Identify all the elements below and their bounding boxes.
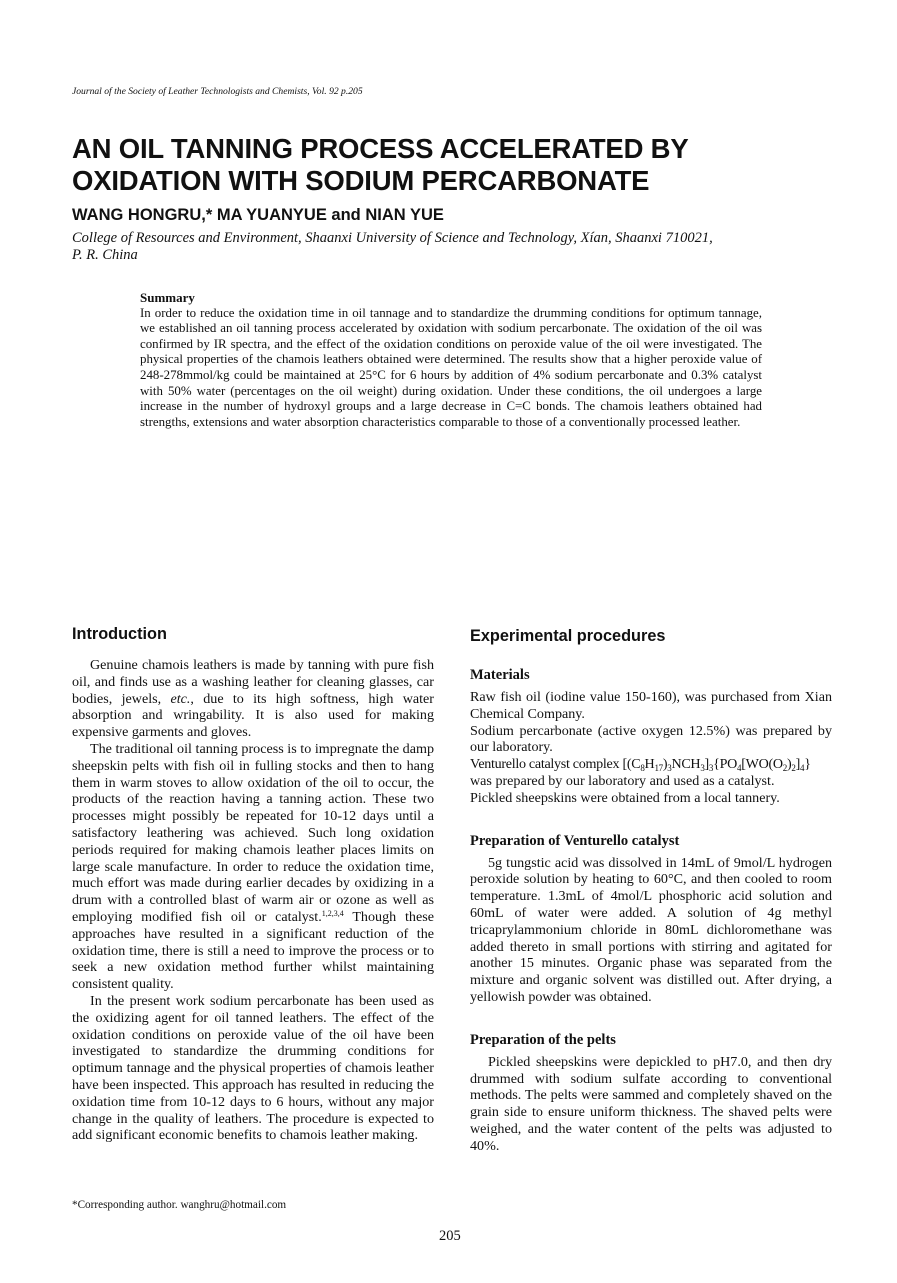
material-sodium-percarbonate: Sodium percarbonate (active oxygen 12.5%) was prepared by our laboratory. <box>470 722 832 756</box>
formula-part: ] <box>704 756 709 773</box>
intro-paragraph-2 <box>72 741 434 993</box>
summary-text: In order to reduce the oxidation time in oil tannage and to standardize the drumming conditions for optimum tannage, we established an oil tanning process accelerated by oxidation with sodium percarbonate. The oxidation of the oil was confirmed by IR spectra, and the effect of the oxidation conditions on peroxide value of the oil were investigated. The physical properties of the chamois leathers obtained were determined. The results show that a higher peroxide value of 248-278mmol/kg could be maintained at 25°C for 6 hours by addition of 4% sodium percarbonate and 0.3% catalyst with 50% water (percentages on the oil weight) during oxidation. Under these conditions, the oil undergoes a large increase in the number of hydroxyl groups and a large decrease in C=C bonds. The chamois leathers obtained had strengths, extensions and water absorption characteristics comparable to those of a conventionally processed leather. <box>140 305 762 429</box>
introduction-section <box>72 624 434 1144</box>
title-line-2: OXIDATION WITH SODIUM PERCARBONATE <box>72 165 650 196</box>
reference-citation[interactable]: 1,2,3,4 <box>321 908 344 918</box>
formula-subscript: 2 <box>782 763 787 774</box>
experimental-section <box>470 624 832 1155</box>
material-catalyst <box>470 756 832 773</box>
affiliation <box>72 230 792 264</box>
affiliation-line-1: College of Resources and Environment, Shaanxi University of Science and Technology, Xían, Shaanxi 710021, <box>72 230 713 246</box>
venturello-heading: Preparation of Venturello catalyst <box>470 832 680 849</box>
intro-p2-text-b: Though these approaches have resulted in a significant reduction of the oxidation time, there is still a need to improve the process or to seek a new oxidation method further whilst maintaining consistent quality. <box>72 908 434 993</box>
materials-heading: Materials <box>470 667 530 683</box>
catalyst-prefix: Venturello catalyst complex <box>470 756 623 773</box>
intro-p1-text-a: Genuine chamois leathers is made by tanning with pure fish oil, and finds use as a washing leather for cleaning glasses, car bodies, jewels, <box>72 657 434 707</box>
formula-part: ] <box>795 756 800 773</box>
venturello-paragraph: 5g tungstic acid was dissolved in 14mL of 9mol/L hydrogen peroxide solution by heating to 60°C, and then cooled to room temperature. 1.3mL of 4mol/L phosphoric acid solution and 60mL of water were added. A solution of 4g methyl tricaprylammonium chloride in 80mL dichloromethane was added thereto in small portions with stirring and agitated for another 15 minutes. Organic phase was separated from the mixture and organic solvent was distilled out. After drying, a yellowish powder was obtained. <box>470 854 832 1005</box>
pelts-heading: Preparation of the pelts <box>470 1031 616 1048</box>
intro-p1-text-b: , due to its high softness, high water absorption and wringability. It is also used for making expensive garments and gloves. <box>72 690 434 741</box>
formula-part: NCH <box>671 756 701 773</box>
summary-section <box>140 290 762 430</box>
formula-part: {PO <box>713 756 738 773</box>
material-fish-oil: Raw fish oil (iodine value 150-160), was purchased from Xian Chemical Company. <box>470 689 832 722</box>
journal-header: Journal of the Society of Leather Technologists and Chemists, Vol. 92 p.205 <box>72 86 363 97</box>
material-catalyst-note: was prepared by our laboratory and used as a catalyst. <box>470 772 775 789</box>
intro-paragraph-3: In the present work sodium percarbonate has been used as the oxidizing agent for oil tanned leathers. The effect of the oxidation conditions on peroxide value of the oil have been investigated to standardize the drumming conditions for optimum tannage and the physical properties of chamois leather have been inspected. This approach has resulted in reducing the oxidation time from 10-12 days to 6 hours, without any major change in the quality of leathers. The procedure is expected to add significant economic benefits to chamois leather making. <box>72 992 434 1144</box>
summary-heading: Summary <box>140 290 195 305</box>
pelts-paragraph: Pickled sheepskins were depickled to pH7.0, and then dry drummed with sodium sulfate according to conventional methods. The pelts were sammed and completely shaved on the grain side to ensure uniform thickness. The shaved pelts were weighed, and the water content of the pelts was adjusted to 40%. <box>470 1053 832 1154</box>
formula-subscript: 3 <box>700 763 705 774</box>
formula-part: ) <box>786 756 792 773</box>
catalyst-formula <box>622 756 810 772</box>
page-number: 205 <box>439 1228 461 1244</box>
article-title <box>72 133 832 197</box>
corresponding-author-footnote: *Corresponding author. wanghru@hotmail.com <box>72 1199 287 1211</box>
intro-p2-text-a: The traditional oil tanning process is to impregnate the damp sheepskin pelts with fish oil in fulling stocks and then to hang them in warm stoves to allow oxidation of the oil to occur, the products of the reaction having a tanning action. These two processes might possibly be repeated for 10-12 days until a satisfactory leathering was achieved. Such long oxidation periods required for making chamois leather places limits on large scale manufacture. In order to reduce the oxidation time, much effort was made during earlier decades by oxidizing in a drum with a controlled blast of warm air or ozone as well as employing modified fish oil or catalyst. <box>72 740 434 925</box>
material-sheepskins: Pickled sheepskins were obtained from a local tannery. <box>470 789 780 806</box>
author-list: WANG HONGRU,* MA YUANYUE and NIAN YUE <box>72 206 444 224</box>
title-line-1: AN OIL TANNING PROCESS ACCELERATED BY <box>72 133 689 164</box>
formula-subscript: 3 <box>708 763 714 774</box>
experimental-heading: Experimental procedures <box>470 627 666 645</box>
formula-part: ) <box>662 756 668 773</box>
formula-subscript: 17 <box>654 763 663 774</box>
formula-subscript: 3 <box>667 763 672 774</box>
intro-p1-etc: etc. <box>170 690 191 707</box>
formula-part: H <box>644 756 655 773</box>
formula-subscript: 2 <box>791 763 796 774</box>
formula-part: [(C <box>622 756 641 773</box>
intro-paragraph-1 <box>72 657 434 741</box>
formula-subscript: 8 <box>640 763 645 774</box>
affiliation-line-2: P. R. China <box>72 247 138 263</box>
formula-part: } <box>804 756 811 773</box>
introduction-heading: Introduction <box>72 625 167 643</box>
formula-subscript: 4 <box>737 763 742 774</box>
formula-subscript: 4 <box>799 763 805 774</box>
materials-list <box>470 689 832 807</box>
formula-part: [WO(O <box>741 756 783 773</box>
